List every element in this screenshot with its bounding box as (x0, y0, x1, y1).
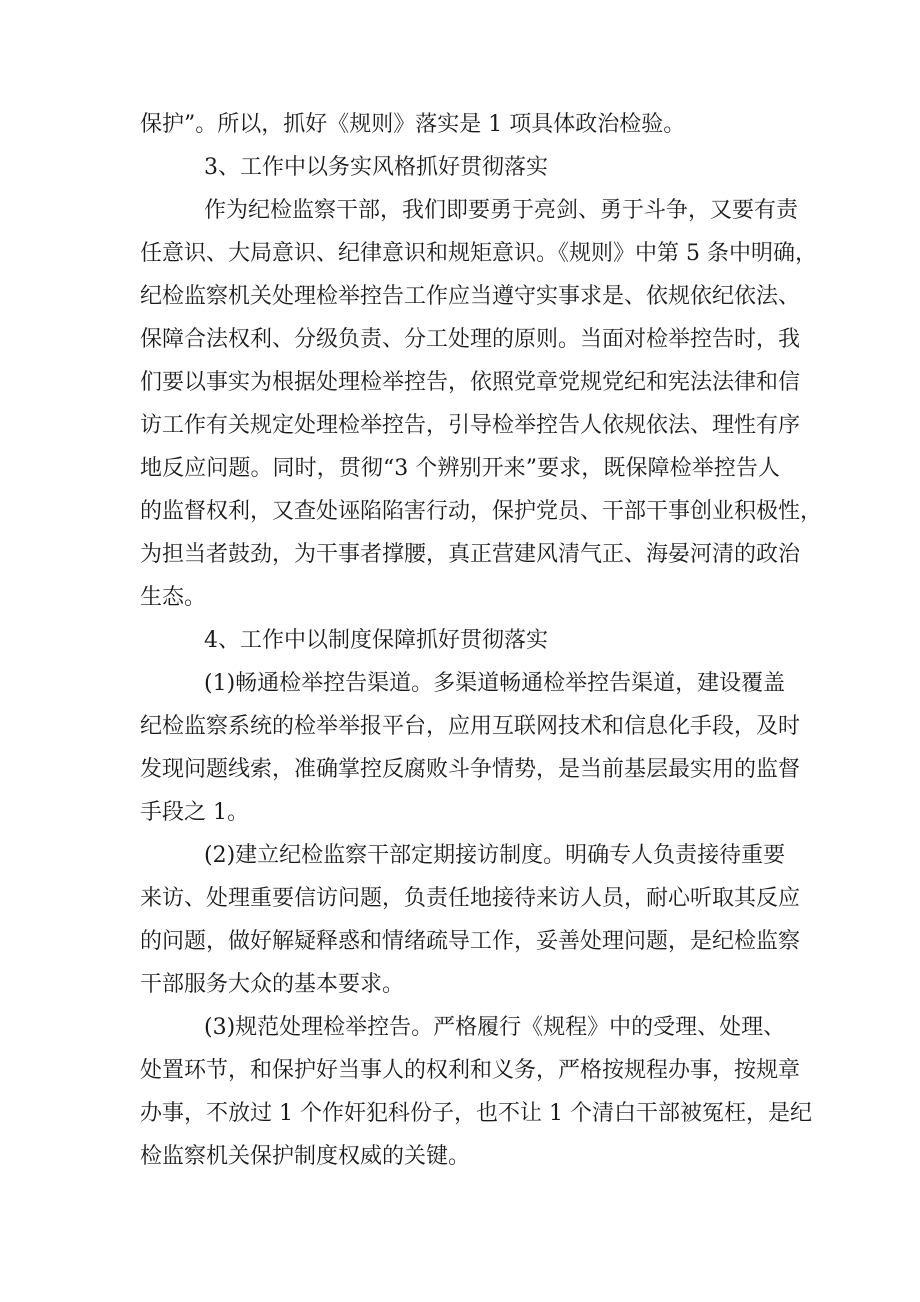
text-line: (3)规范处理检举控告。严格履行《规程》中的受理、处理、 (204, 1015, 786, 1040)
text-line: (2)建立纪检监察干部定期接访制度。明确专人负责接待重要 (204, 843, 786, 868)
text-line: 访工作有关规定处理检举控告，引导检举控告人依规依法、理性有序 (140, 413, 801, 438)
text-line: 作为纪检监察干部，我们即要勇于亮剑、勇于斗争，又要有责 (204, 198, 799, 223)
text-line: 纪检监察机关处理检举控告工作应当遵守实事求是、依规依纪依法、 (140, 284, 801, 309)
text-line: 纪检监察系统的检举举报平台，应用互联网技术和信息化手段，及时 (140, 714, 801, 739)
text-line: 为担当者鼓劲，为干事者撑腰，真正营建风清气正、海晏河清的政治 (140, 542, 801, 567)
text-line: 们要以事实为根据处理检举控告，依照党章党规党纪和宪法法律和信 (140, 370, 801, 395)
text-line: 任意识、大局意识、纪律意识和规矩意识。《规则》中第 5 条中明确， (140, 241, 817, 266)
section-heading: 4、工作中以制度保障抓好贯彻落实 (204, 628, 548, 653)
text-line: 检监察机关保护制度权威的关键。 (140, 1144, 471, 1169)
text-line: 来访、处理重要信访问题，负责任地接待来访人员，耐心听取其反应 (140, 886, 801, 911)
text-line: 干部服务大众的基本要求。 (140, 972, 405, 997)
text-line: 的监督权利，又查处诬陷陷害行动，保护党员、干部干事创业积极性， (140, 499, 823, 524)
text-line: 地反应问题。同时，贯彻“3 个辨别开来”要求，既保障检举控告人 (140, 456, 780, 481)
text-line: 生态。 (140, 585, 207, 610)
text-line: 办事，不放过 1 个作奸犯科份子，也不让 1 个清白干部被冤枉，是纪 (140, 1101, 812, 1126)
text-line: 保障合法权利、分级负责、分工处理的原则。当面对检举控告时，我 (140, 327, 801, 352)
text-line: 发现问题线索，准确掌控反腐败斗争情势，是当前基层最实用的监督 (140, 757, 801, 782)
text-line: 手段之 1。 (140, 800, 249, 825)
text-line: (1)畅通检举控告渠道。多渠道畅通检举控告渠道，建设覆盖 (204, 671, 786, 696)
section-heading: 3、工作中以务实风格抓好贯彻落实 (204, 155, 548, 180)
text-line: 保护”。所以，抓好《规则》落实是 1 项具体政治检验。 (140, 112, 686, 137)
text-line: 的问题，做好解疑释惑和情绪疏导工作，妥善处理问题，是纪检监察 (140, 929, 801, 954)
text-line: 处置环节，和保护好当事人的权利和义务，严格按规程办事，按规章 (140, 1058, 801, 1083)
